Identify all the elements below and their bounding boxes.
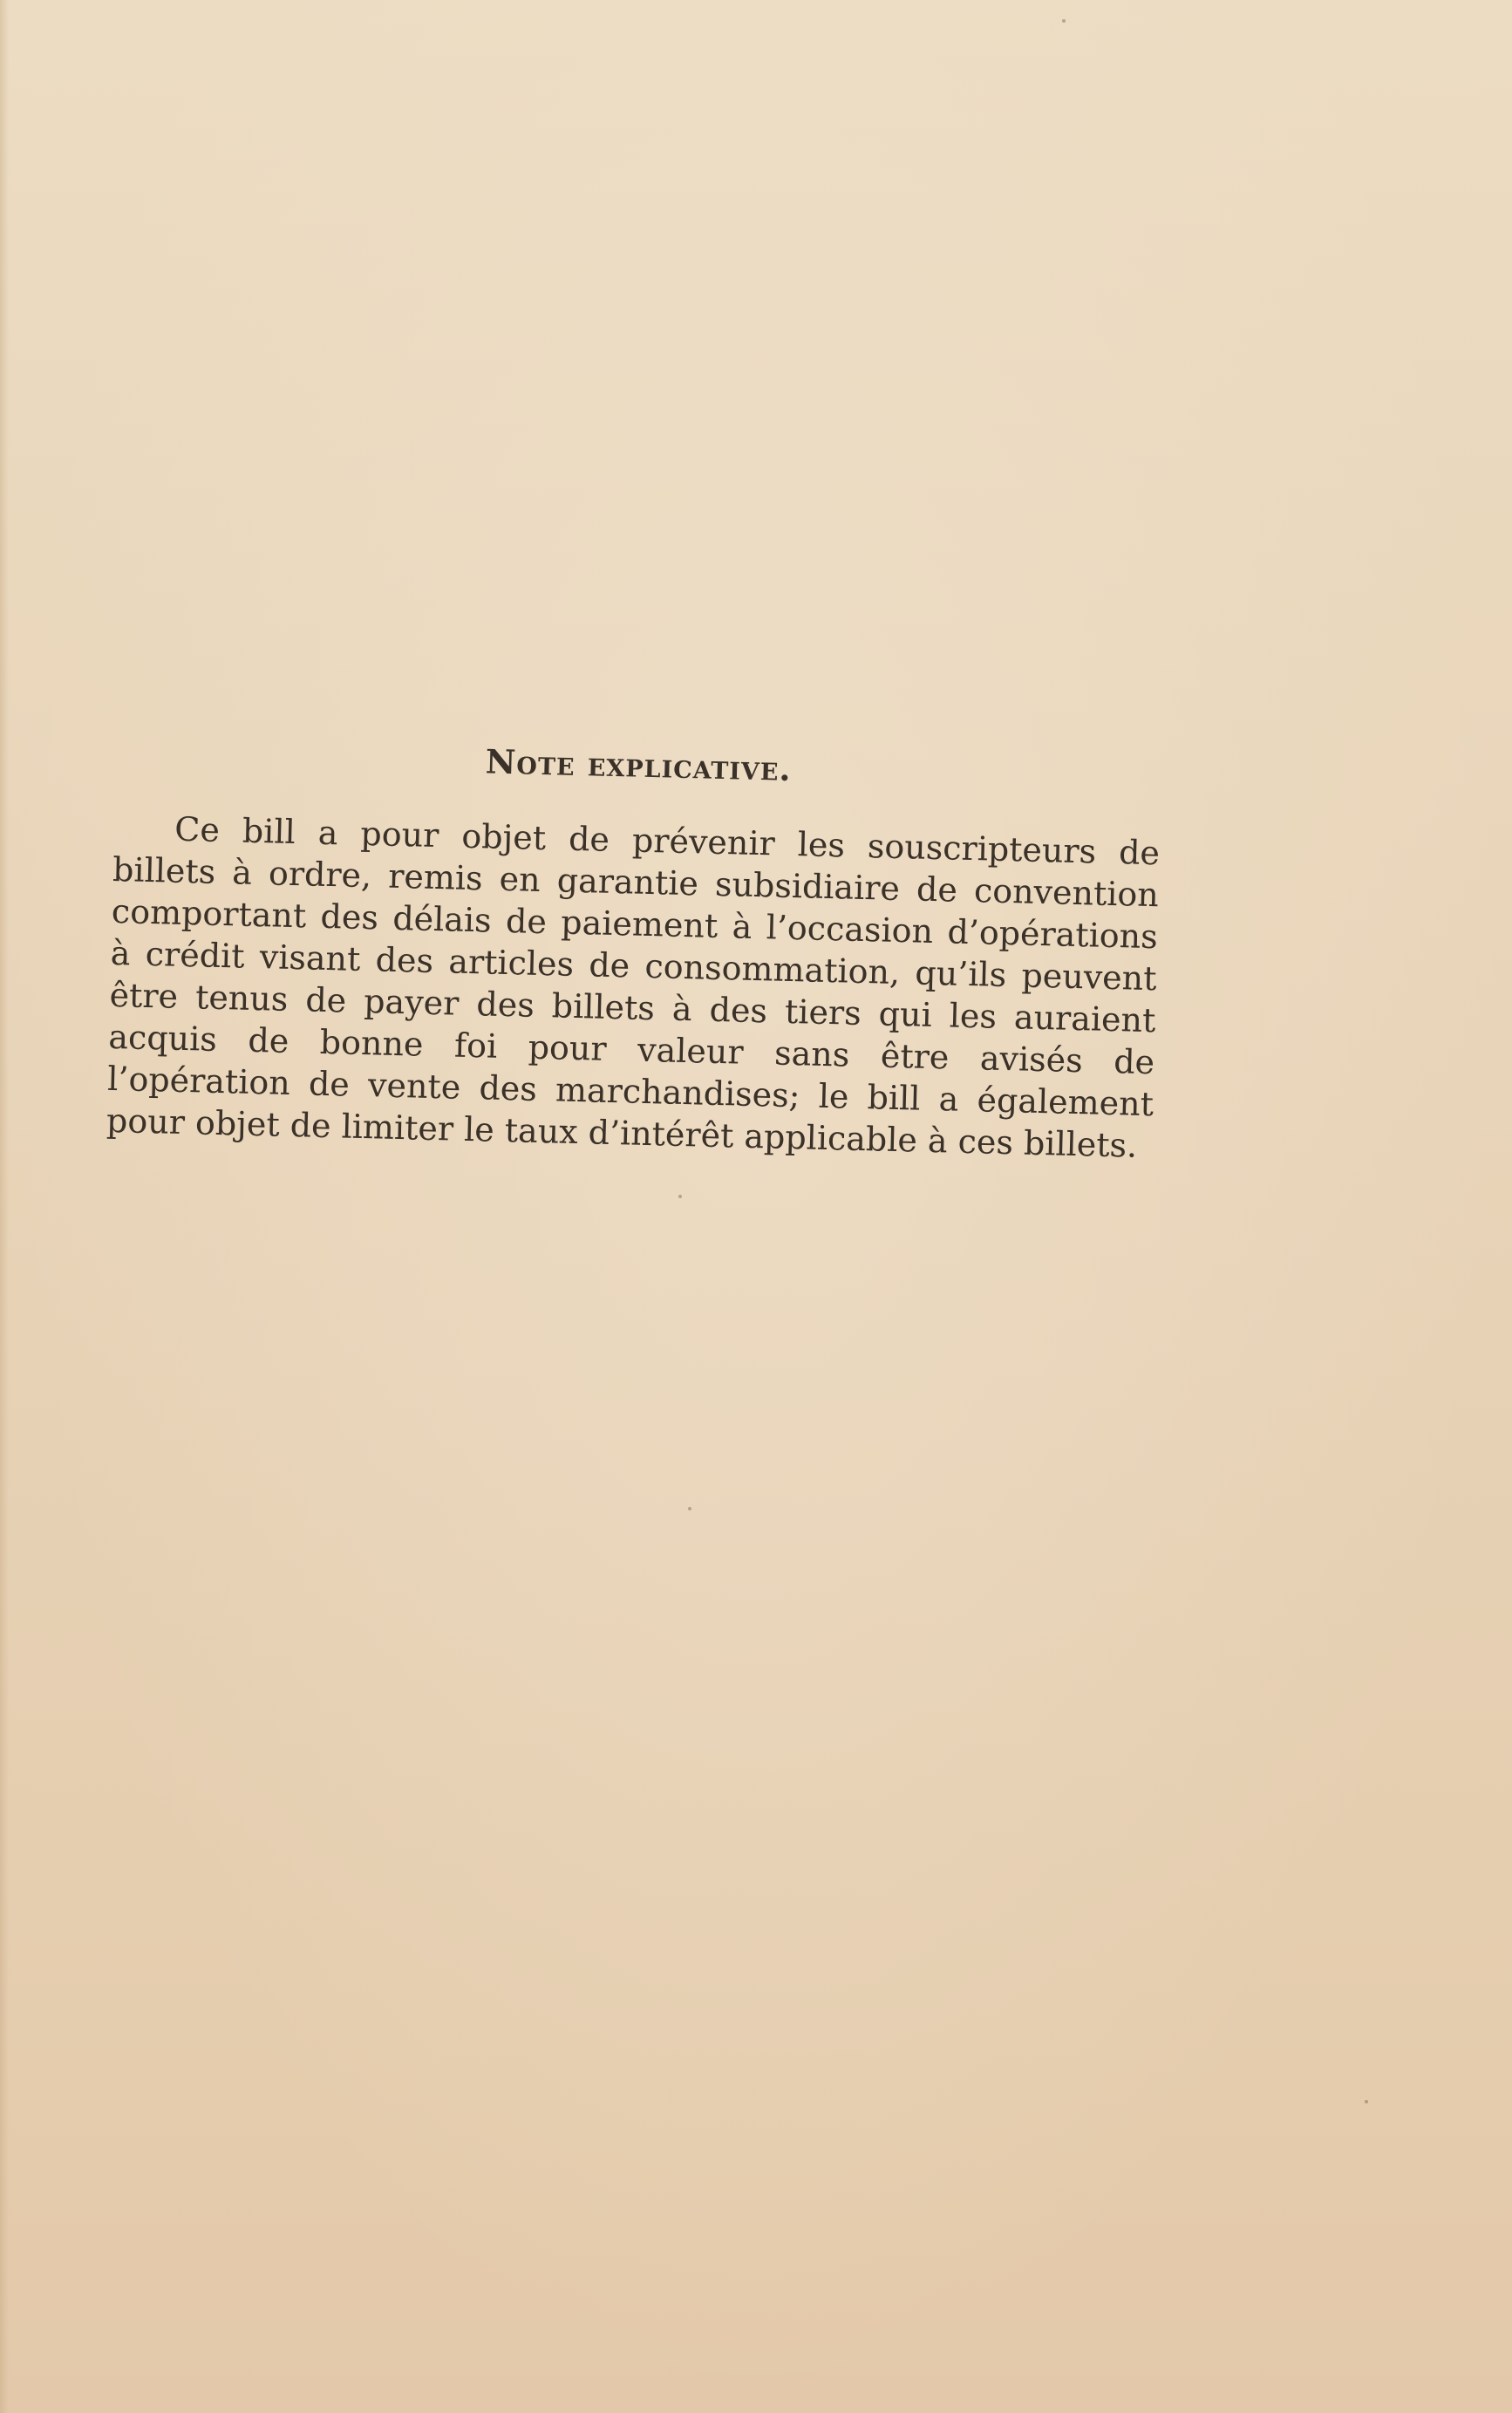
note-heading: Note explicative. [485, 741, 793, 788]
paper-speck [1365, 2100, 1368, 2103]
paper-speck [1062, 19, 1066, 23]
explanatory-note [106, 733, 1162, 1167]
page-edge-shadow [0, 0, 9, 2413]
paper-speck [688, 1507, 691, 1510]
paper-speck [678, 1195, 682, 1198]
note-paragraph: Ce bill a pour objet de prévenir les souscripteurs de billets à ordre, remis en garantie subsidiaire de convention comportant des délais de paiement à l’occasion d’opérations à crédit visant des articles de consommation, qu’ils peuvent être tenus de payer des billets à des tiers qui les auraient acquis de bonne foi pour valeur sans être avisés de l’opération de vente des marchandises; le bill a également pour objet de limiter le taux d’intérêt applicable à ces billets. [106, 809, 1161, 1165]
